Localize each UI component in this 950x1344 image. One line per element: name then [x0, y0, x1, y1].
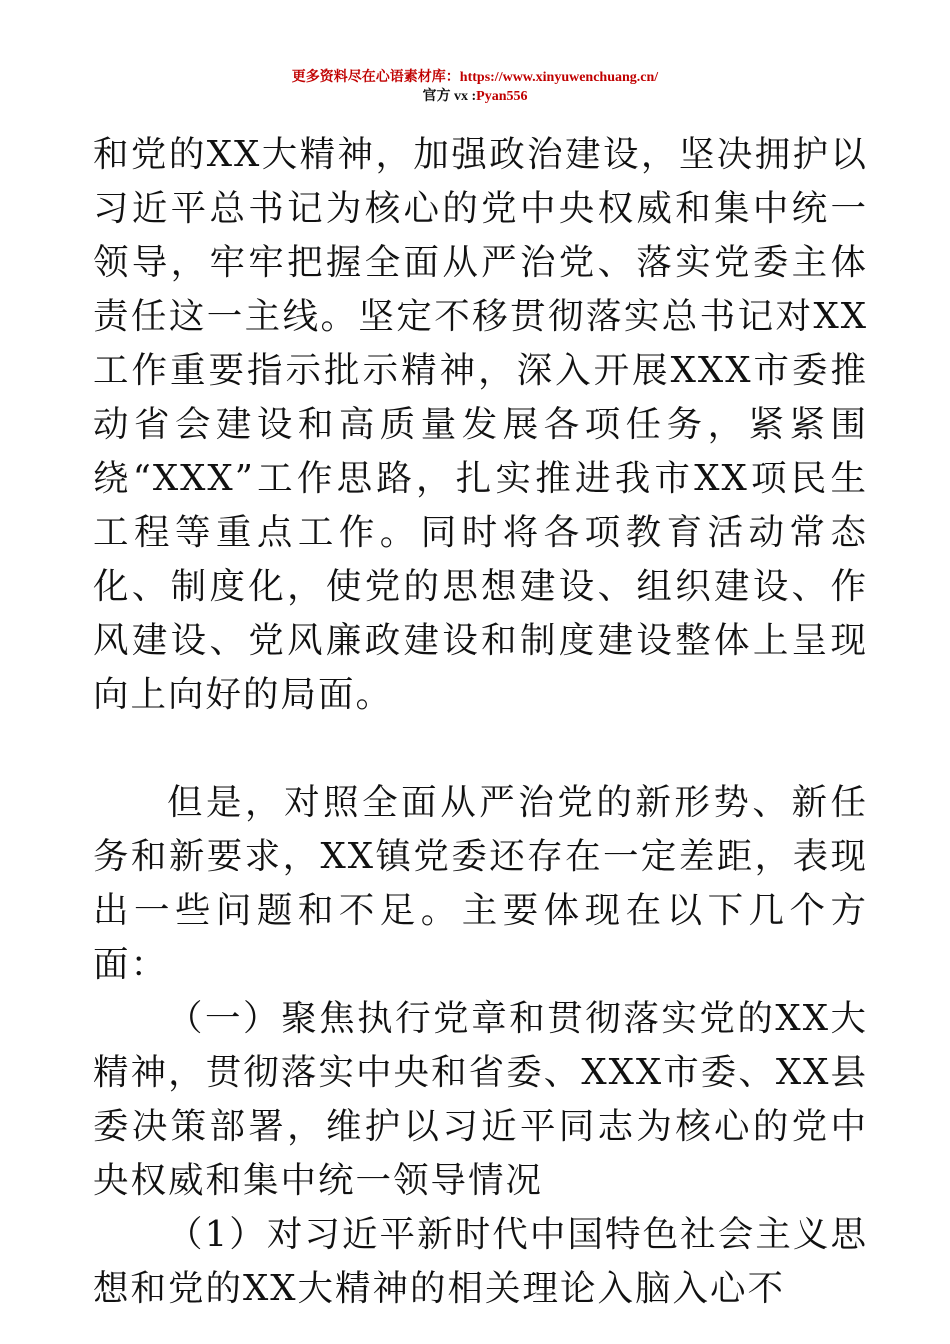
- paragraph-gap: [93, 722, 868, 776]
- paragraph-continuation: 和党的XX大精神，加强政治建设，坚决拥护以习近平总书记为核心的党中央权威和集中统一领导，牢牢把握全面从严治党、落实党委主体责任这一主线。坚定不移贯彻落实总书记对XX工作重要指示批示精神，深入开展XXX市委推动省会建设和高质量发展各项任务，紧紧围绕“XXX”工作思路，扎实推进我市XX项民生工程等重点工作。同时将各项教育活动常态化、制度化，使党的思想建设、组织建设、作风建设、党风廉政建设和制度建设整体上呈现向上向好的局面。: [93, 134, 868, 715]
- watermark-header: [0, 68, 950, 106]
- header-contact-line: [0, 87, 950, 106]
- paragraph-problems-intro: 但是，对照全面从严治党的新形势、新任务和新要求，XX镇党委还存在一定差距，表现出一些问题和不足。主要体现在以下几个方面：: [93, 782, 868, 985]
- document-body: [93, 128, 868, 1316]
- section-heading-1: （一）聚焦执行党章和贯彻落实党的XX大精神，贯彻落实中央和省委、XXX市委、XX县委决策部署，维护以习近平同志为核心的党中央权威和集中统一领导情况: [93, 998, 868, 1201]
- header-contact-prefix: 官方 vx :: [422, 89, 477, 104]
- list-item-1: （1）对习近平新时代中国特色社会主义思想和党的XX大精神的相关理论入脑入心不: [93, 1214, 868, 1309]
- header-link-line[interactable]: 更多资料尽在心语素材库：https://www.xinyuwenchuang.cn/: [291, 70, 659, 85]
- header-contact-handle: Pyan556: [476, 89, 528, 104]
